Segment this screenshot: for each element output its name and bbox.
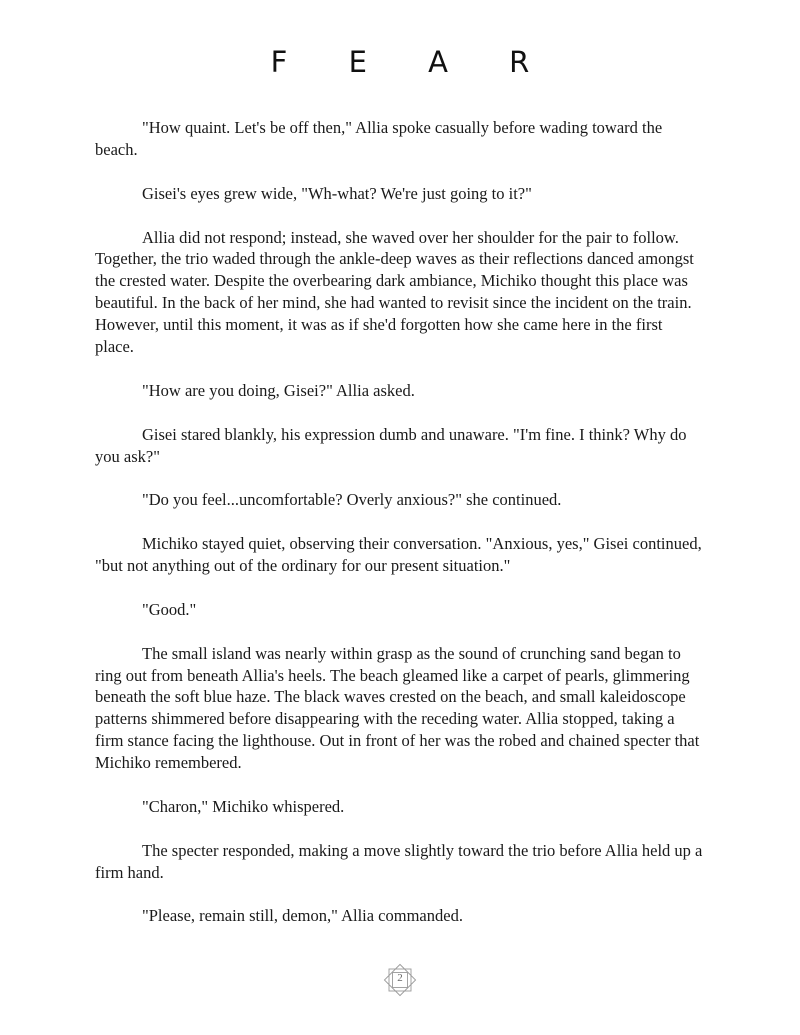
paragraph: "Charon," Michiko whispered. <box>142 796 345 816</box>
paragraph: "Do you feel...uncomfortable? Overly anxious?" she continued. <box>142 490 562 510</box>
paragraph: "Good." <box>142 599 197 619</box>
paragraph: Gisei stared blankly, his expression dumb and unaware. "I'm fine. I think? Why do you ask?" <box>95 424 687 466</box>
paragraph: Michiko stayed quiet, observing their conversation. "Anxious, yes," Gisei continued, "but not anything out of the ordinary for our present situation." <box>95 534 702 576</box>
page-number-footer <box>380 960 420 1000</box>
paragraph: "How are you doing, Gisei?" Allia asked. <box>142 380 415 400</box>
page-number: 2 <box>397 972 403 984</box>
paragraph: Allia did not respond; instead, she waved over her shoulder for the pair to follow. Together, the trio waded through the ankle-deep waves as their reflections danced amongst the crested water. Despite the overbearing dark ambiance, Michiko thought this place was beautiful. In the back of her mind, she had wanted to revisit since the incident on the train. However, until this moment, it was as if she'd forgotten how she came here in the first place. <box>95 227 694 357</box>
story-body <box>95 117 705 949</box>
paragraph: The specter responded, making a move slightly toward the trio before Allia held up a firm hand. <box>95 840 703 882</box>
paragraph: "How quaint. Let's be off then," Allia spoke casually before wading toward the beach. <box>95 118 663 159</box>
paragraph: "Please, remain still, demon," Allia commanded. <box>142 906 463 926</box>
paragraph: Gisei's eyes grew wide, "Wh-what? We're just going to it?" <box>142 183 532 203</box>
page-title: F E A R <box>270 45 556 79</box>
paragraph: The small island was nearly within grasp as the sound of crunching sand began to ring out from beneath Allia's heels. The beach gleamed like a carpet of pearls, glimmering beneath the soft blue haze. The black waves crested on the beach, and small kaleidoscope patterns shimmered before disappearing with the receding water. Allia stopped, taking a firm stance facing the lighthouse. Out in front of her was the robed and chained specter that Michiko remembered. <box>95 643 700 773</box>
